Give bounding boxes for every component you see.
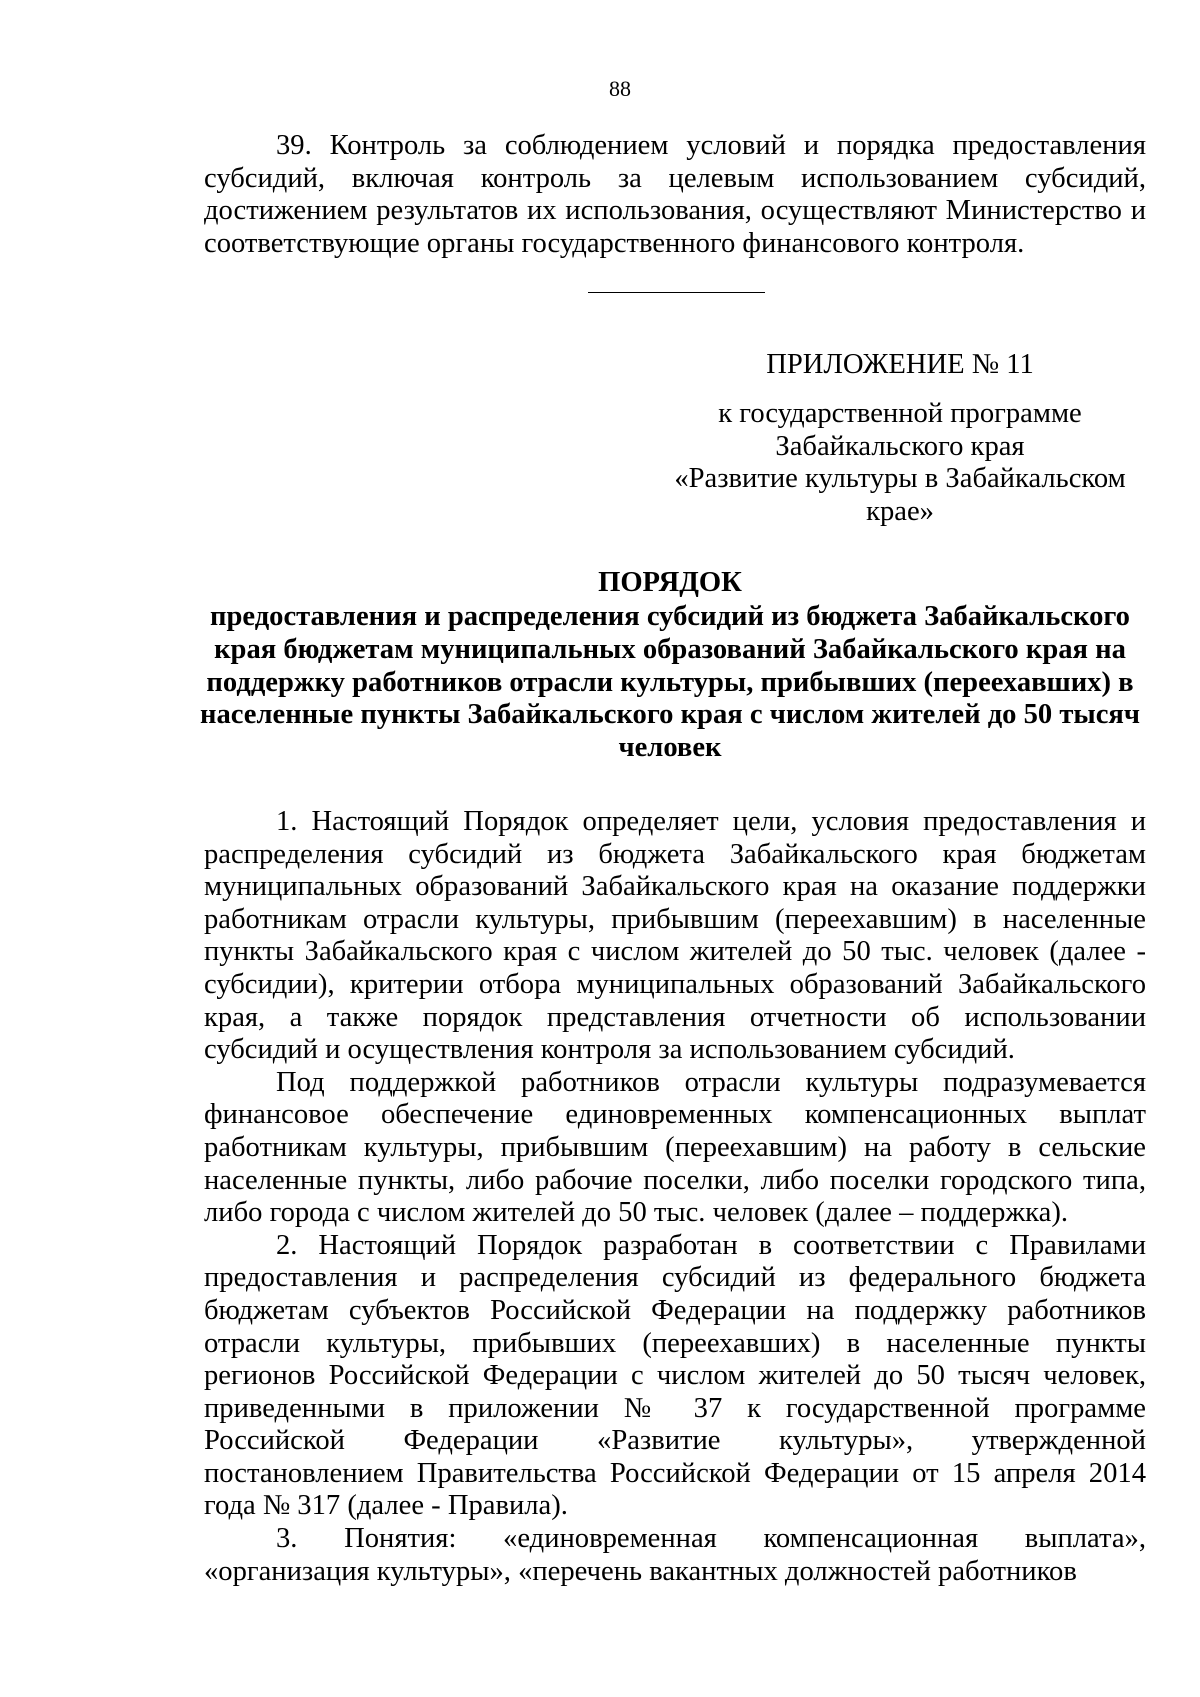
body-paragraph-support: Под поддержкой работников отрасли культуры подразумевается финансовое обеспечение единовременных компенсационных выплат работникам культуры, прибывшим (переехавшим) на работу в сельские населенные пункты, либо рабочие поселки, либо поселки городского типа, либо города с числом жителей до 50 тыс. человек (далее – поддержка).: [204, 1066, 1146, 1229]
body-paragraph-2: 2. Настоящий Порядок разработан в соответствии с Правилами предоставления и распределения субсидий из федерального бюджета бюджетам субъектов Российской Федерации на поддержку работников отрасли культуры, прибывших (переехавших) в населенные пункты регионов Российской Федерации с числом жителей до 50 тысяч человек, приведенными в приложении № 37 к государственной программе Российской Федерации «Развитие культуры», утвержденной постановлением Правительства Российской Федерации от 15 апреля 2014 года № 317 (далее - Правила).: [204, 1229, 1146, 1522]
document-body: [204, 806, 1146, 1588]
body-paragraph-1: 1. Настоящий Порядок определяет цели, условия предоставления и распределения субсидий из бюджета Забайкальского края бюджетам муниципальных образований Забайкальского края на оказание поддержки работникам отрасли культуры, прибывшим (переехавшим) в населенные пункты Забайкальского края с числом жителей до 50 тыс. человек (далее - субсидии), критерии отбора муниципальных образований Забайкальского края, а также порядок представления отчетности об использовании субсидий и осуществления контроля за использованием субсидий.: [204, 806, 1146, 1066]
body-paragraph-3: 3. Понятия: «единовременная компенсационная выплата», «организация культуры», «перечень вакантных должностей работников: [204, 1523, 1146, 1587]
appendix-title: ПРИЛОЖЕНИЕ № 11: [766, 349, 1034, 380]
subtitle-line: населенные пункты Забайкальского края с числом жителей до 50 тысяч: [199, 699, 1141, 731]
subtitle-line: поддержку работников отрасли культуры, прибывших (переехавших) в: [206, 666, 1134, 698]
appendix-line: Забайкальского края: [775, 430, 1025, 462]
subtitle-line: предоставления и распределения субсидий из бюджета Забайкальского: [210, 601, 1130, 632]
appendix-line: «Развитие культуры в Забайкальском: [674, 463, 1126, 495]
document-subtitle: [190, 601, 1150, 765]
appendix-line: к государственной программе: [718, 398, 1082, 429]
appendix-reference: [655, 398, 1145, 528]
paragraph-39-text: 39. Контроль за соблюдением условий и порядка предоставления субсидий, включая контроль за целевым использованием субсидий, достижением результатов их использования, осуществляют Министерство и соответствующие органы государственного финансового контроля.: [204, 130, 1146, 259]
subtitle-line: края бюджетам муниципальных образований Забайкальского края на: [214, 633, 1126, 665]
page-number: 88: [609, 76, 631, 101]
document-title: ПОРЯДОК: [598, 567, 742, 598]
section-divider: [588, 292, 765, 293]
paragraph-39: [204, 130, 1146, 260]
appendix-line: крае»: [866, 495, 934, 527]
subtitle-line: человек: [618, 732, 722, 764]
